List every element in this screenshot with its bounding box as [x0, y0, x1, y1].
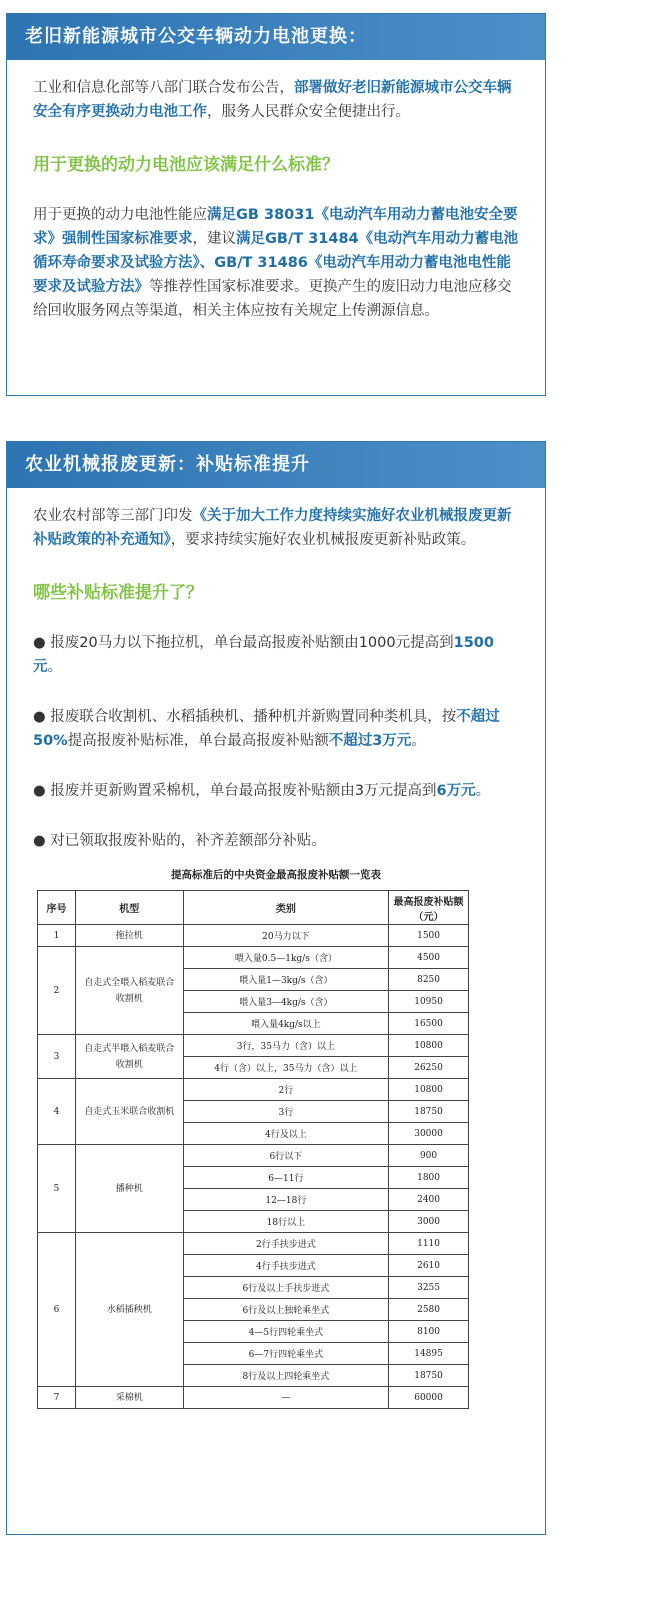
cell-category: 喂入量0.5—1kg/s（含）: [183, 947, 388, 969]
cell-no: 5: [38, 1145, 76, 1233]
bullet-cotton-picker: ● 报废并更新购置采棉机，单台最高报废补贴额由3万元提高到6万元。: [33, 783, 491, 799]
cell-subsidy: 2400: [389, 1189, 469, 1211]
cell-subsidy: 2580: [389, 1299, 469, 1321]
cell-machine-type: 自走式半喂入稻麦联合收割机: [75, 1035, 183, 1079]
cell-subsidy: 2610: [389, 1255, 469, 1277]
cell-no: 3: [38, 1035, 76, 1079]
cell-subsidy: 18750: [389, 1365, 469, 1387]
table-row: [38, 947, 469, 969]
cell-category: 6行以下: [183, 1145, 388, 1167]
cell-category: 6行及以上手扶步进式: [183, 1277, 388, 1299]
cell-no: 7: [38, 1387, 76, 1409]
battery-standards-text: 用于更换的动力电池性能应满足GB 38031《电动汽车用动力蓄电池安全要求》强制性国家标准要求，建议满足GB/T 31484《电动汽车用动力蓄电池循环寿命要求及试验方法》、GB/T 31486《电动汽车用动力蓄电池电性能要求及试验方法》等推荐性国家标准要求。更换产生的废旧动力电池应移交给回收服务网点等渠道，相关主体应按有关规定上传溯源信息。: [33, 207, 519, 319]
cell-subsidy: 1800: [389, 1167, 469, 1189]
cell-subsidy: 3255: [389, 1277, 469, 1299]
table-row: [38, 925, 469, 947]
cell-category: 4—5行四轮乘坐式: [183, 1321, 388, 1343]
table-row: [38, 1387, 469, 1409]
cell-subsidy: 18750: [389, 1101, 469, 1123]
battery-section-title: 老旧新能源城市公交车辆动力电池更换：: [7, 14, 545, 60]
cell-subsidy: 3000: [389, 1211, 469, 1233]
cell-no: 4: [38, 1079, 76, 1145]
cell-no: 1: [38, 925, 76, 947]
agri-intro: 农业农村部等三部门印发《关于加大工作力度持续实施好农业机械报废更新补贴政策的补充通知》，要求持续实施好农业机械报废更新补贴政策。: [33, 508, 512, 548]
cell-category: 4行（含）以上，35马力（含）以上: [183, 1057, 388, 1079]
cell-category: 6—11行: [183, 1167, 388, 1189]
cell-subsidy: 60000: [389, 1387, 469, 1409]
cell-category: 20马力以下: [183, 925, 388, 947]
cell-subsidy: 4500: [389, 947, 469, 969]
header-subsidy: 最高报废补贴额（元）: [389, 891, 469, 925]
cell-no: 2: [38, 947, 76, 1035]
cell-category: 3行，35马力（含）以上: [183, 1035, 388, 1057]
subsidy-table-title: 提高标准后的中央资金最高报废补贴额一览表: [171, 869, 381, 881]
table-row: [38, 1145, 469, 1167]
table-row: [38, 1035, 469, 1057]
cell-category: 喂入量3—4kg/s（含）: [183, 991, 388, 1013]
cell-subsidy: 14895: [389, 1343, 469, 1365]
cell-category: —: [183, 1387, 388, 1409]
battery-subtitle: 用于更换的动力电池应该满足什么标准？: [33, 155, 339, 175]
cell-subsidy: 8100: [389, 1321, 469, 1343]
cell-subsidy: 16500: [389, 1013, 469, 1035]
cell-subsidy: 1110: [389, 1233, 469, 1255]
agri-machinery-section: [6, 441, 546, 1535]
header-category: 类别: [183, 891, 388, 925]
cell-subsidy: 10950: [389, 991, 469, 1013]
cell-machine-type: 自走式玉米联合收割机: [75, 1079, 183, 1145]
bullet-subsidy-difference: ● 对已领取报废补贴的，补齐差额部分补贴。: [33, 833, 326, 849]
cell-subsidy: 1500: [389, 925, 469, 947]
cell-subsidy: 26250: [389, 1057, 469, 1079]
cell-subsidy: 10800: [389, 1035, 469, 1057]
cell-category: 6行及以上独轮乘坐式: [183, 1299, 388, 1321]
bullet-harvester: ● 报废联合收割机、水稻插秧机、播种机并新购置同种类机具，按不超过50%提高报废补贴标准，单台最高报废补贴额不超过3万元。: [33, 709, 500, 749]
bullet-tractor: ● 报废20马力以下拖拉机，单台最高报废补贴额由1000元提高到1500元。: [33, 635, 494, 675]
cell-category: 4行及以上: [183, 1123, 388, 1145]
cell-machine-type: 采棉机: [75, 1387, 183, 1409]
cell-subsidy: 8250: [389, 969, 469, 991]
cell-subsidy: 900: [389, 1145, 469, 1167]
cell-category: 18行以上: [183, 1211, 388, 1233]
table-row: [38, 1079, 469, 1101]
cell-category: 4行手扶步进式: [183, 1255, 388, 1277]
cell-category: 8行及以上四轮乘坐式: [183, 1365, 388, 1387]
cell-machine-type: 水稻插秧机: [75, 1233, 183, 1387]
cell-category: 3行: [183, 1101, 388, 1123]
cell-machine-type: 拖拉机: [75, 925, 183, 947]
cell-category: 12—18行: [183, 1189, 388, 1211]
battery-section: [6, 13, 546, 396]
cell-category: 喂入量4kg/s以上: [183, 1013, 388, 1035]
cell-category: 2行: [183, 1079, 388, 1101]
table-header-row: [38, 891, 469, 925]
cell-category: 喂入量1—3kg/s（含）: [183, 969, 388, 991]
agri-subtitle: 哪些补贴标准提升了？: [33, 583, 203, 603]
subsidy-table: [37, 890, 469, 1409]
cell-machine-type: 播种机: [75, 1145, 183, 1233]
cell-no: 6: [38, 1233, 76, 1387]
agri-section-title: 农业机械报废更新：补贴标准提升: [7, 442, 545, 488]
battery-intro: 工业和信息化部等八部门联合发布公告，部署做好老旧新能源城市公交车辆安全有序更换动力电池工作，服务人民群众安全便捷出行。: [33, 80, 512, 120]
cell-subsidy: 30000: [389, 1123, 469, 1145]
header-type: 机型: [75, 891, 183, 925]
header-no: 序号: [38, 891, 76, 925]
table-row: [38, 1233, 469, 1255]
cell-category: 2行手扶步进式: [183, 1233, 388, 1255]
cell-category: 6—7行四轮乘坐式: [183, 1343, 388, 1365]
cell-subsidy: 10800: [389, 1079, 469, 1101]
cell-machine-type: 自走式全喂入稻麦联合收割机: [75, 947, 183, 1035]
subsidy-table-body: [38, 925, 469, 1409]
